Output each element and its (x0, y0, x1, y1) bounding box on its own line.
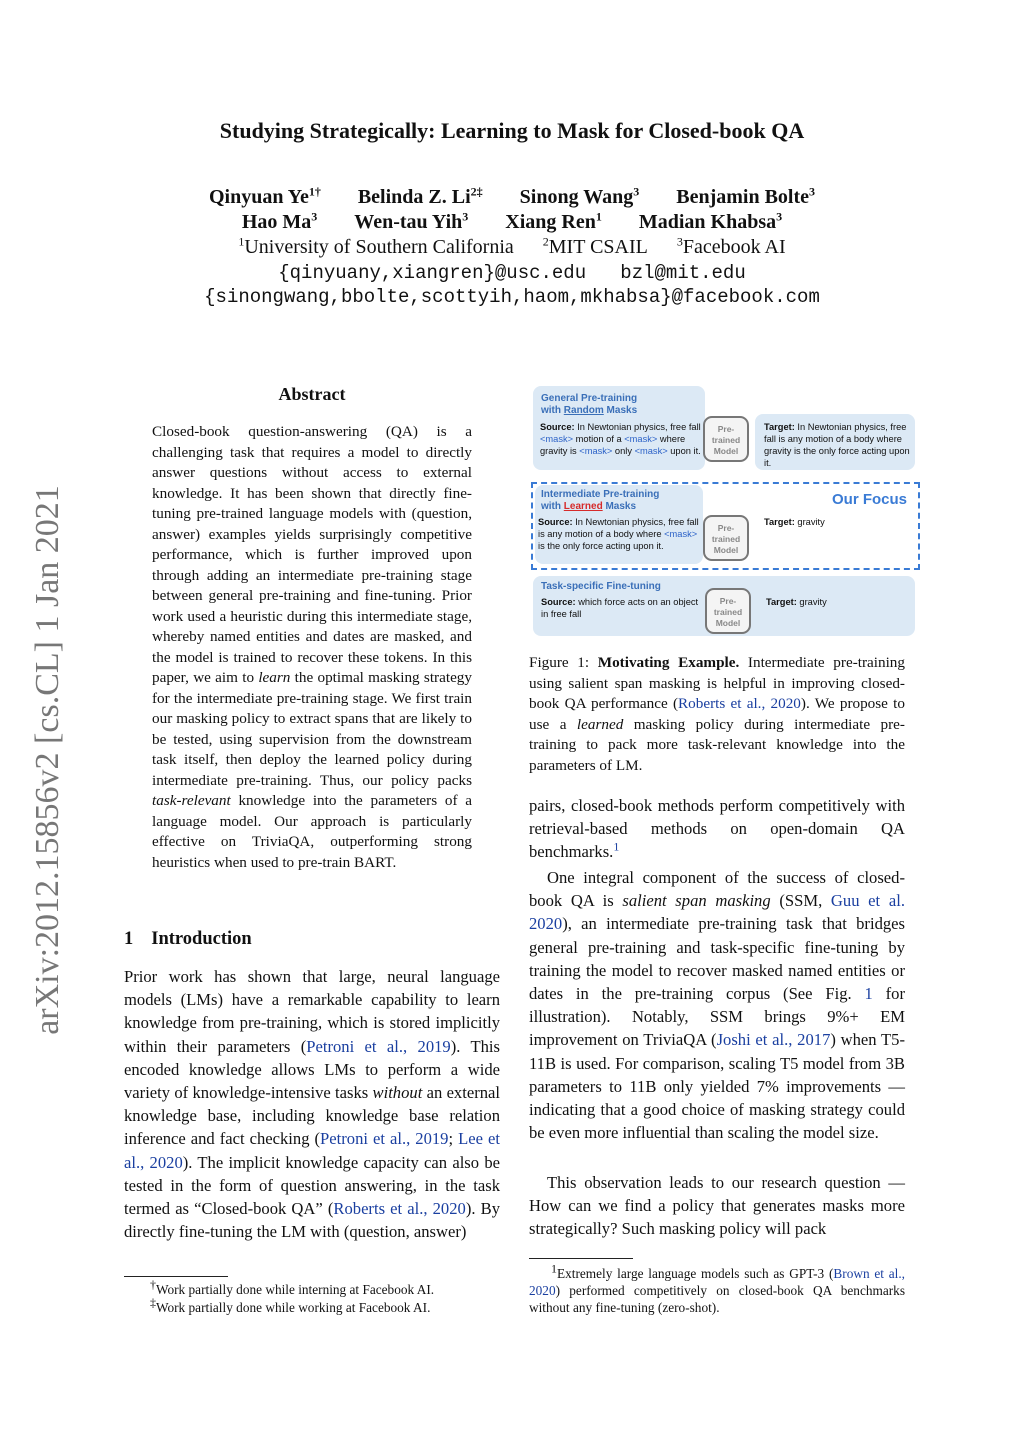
panel-target-text: Target: gravity (764, 517, 825, 527)
author: Qinyuan $Ye^{1\dagger}$ (208, 184, 321, 208)
footnote-dagger: †Work partially done while interning at Facebook AI. (150, 1277, 435, 1297)
footnote-rule (529, 1258, 633, 1259)
citation-link[interactable]: Petroni et al., 2019 (320, 1129, 449, 1149)
affiliation: $^2$MIT CSAIL (542, 234, 648, 258)
citation-link[interactable]: Guu et al. 2020 (529, 891, 905, 934)
author: Benjamin Bolte$^3$ (676, 184, 816, 208)
affiliation: $^3$Facebook AI (676, 234, 786, 258)
author: Belinda Z. $Li^{2\ddagger}$ (357, 184, 483, 208)
figure-1-caption: Figure 1: Motivating Example. Intermediate pre-training using salient span masking is helpful in improving closed-book QA performance (Roberts et al., 2020). We propose to use a learned masking policy during intermediate pre-training to pack more task-relevant knowledge into the parameters of LM. (529, 654, 905, 774)
figure-1 (531, 386, 917, 638)
citation-link[interactable]: Lee et al., 2020 (124, 1129, 500, 1172)
footnote-ref[interactable]: 1 (613, 839, 620, 854)
authors-row-2 (0, 211, 1024, 234)
panel-target-text: Target: In Newtonian physics, free fall is any motion of a body where gravity is the only force acting upon it. (764, 422, 910, 468)
panel-source-text: Source: In Newtonian physics, free fall is any motion of a body where <mask> is the only force acting upon it. (538, 517, 699, 551)
panel-target-text: Target: gravity (766, 597, 827, 607)
citation-link[interactable]: Petroni et al., 2019 (306, 1036, 451, 1056)
emails-row-1: {qinyuany,xiangren}@usc.edu bzl@mit.edu (278, 262, 746, 284)
author: Wen-tau Yih$^3$ (354, 209, 469, 233)
author: Hao Ma$^3$ (241, 209, 318, 233)
citation-link[interactable]: Roberts et al., 2020 (333, 1199, 466, 1219)
right-column-paragraph-2: One integral component of the success of closed-book QA is salient span masking (SSM, Guu et al. 2020), an intermediate pre-training task that bridges general pre-training and task-specific fine-tuning by training the model to recover masked named entities or dates in the pre-training corpus (See Fig. 1 for illustration). Notably, SSM brings 9%+ EM improvement on TriviaQA (Joshi et al., 2017) when T5-11B is used. For comparison, scaling T5 model from 3B parameters to 11B only yielded 7% improvements — indicating that a good choice of masking strategy could be even more influential than scaling the model size. (529, 868, 906, 1143)
citation-link[interactable]: Roberts et al., 2020 (678, 695, 801, 713)
pretrained-model-icon: Pre- trained Model (703, 515, 749, 561)
panel-title: Intermediate Pre-training with Learned Masks (541, 489, 660, 512)
footnote-rule (124, 1276, 228, 1277)
paper-title: Studying Strategically: Learning to Mask for Closed-book QA (219, 118, 805, 143)
affiliation: $^1$University of Southern California (238, 234, 514, 258)
panel-source-text: Source: which force acts on an object in free fall (541, 597, 699, 619)
panel-title: General Pre-training with Random Masks (541, 393, 638, 416)
pretrained-model-icon: Pre- trained Model (703, 416, 749, 462)
abstract-body: Closed-book question-answering (QA) is a challenging task that requires a model to directly answer questions without access to external knowledge. It has been shown that directly fine-tuning pre-trained language models with (question, answer) examples yields surprisingly competitive performance, which is further improved upon through adding an intermediate pre-training stage between general pre-training and fine-tuning. Prior work used a heuristic during this intermediate stage, whereby named entities and dates are masked, and the model is trained to recover these tokens. In this paper, we aim to learn the optimal masking strategy for the intermediate pre-training stage. We first train our masking policy to extract spans that are likely to be tested, using supervision from the downstream task itself, then deploy the learned policy during intermediate pre-training. Thus, our policy packs task-relevant knowledge into the parameters of a language model. Our approach is particularly effective on TriviaQA, outperforming strong heuristics when used to pre-train BART. (152, 423, 472, 871)
figure-ref[interactable]: 1 (864, 984, 873, 1004)
abstract-heading: Abstract (278, 384, 346, 404)
footnote-1: $^1$Extremely large language models such as GPT-3 (Brown et al., 2020) performed competitively on closed-book QA benchmarks without any fine-tuning (zero-shot). (529, 1261, 905, 1315)
author: Madian Khabsa$^3$ (638, 209, 783, 233)
right-column-paragraph-3: This observation leads to our research question — How can we find a policy that generates masks more strategically? Such masking policy will pack (529, 1173, 905, 1239)
author: Xiang Ren$^1$ (505, 209, 602, 233)
right-column-paragraph-1: pairs, closed-book methods perform competitively with retrieval-based methods on open-domain QA benchmarks.$^1$ (529, 796, 905, 862)
author: Sinong Wang$^3$ (519, 184, 640, 208)
pretrained-model-icon: Pre- trained Model (705, 588, 751, 634)
footnote-double-dagger: ‡Work partially done while working at Facebook AI. (150, 1295, 431, 1315)
our-focus-label: Our Focus (832, 491, 908, 508)
panel-source-text: Source: In Newtonian physics, free fall <mask> motion of a <mask> where gravity is <mask> only <mask> upon it. (540, 422, 701, 456)
arxiv-identifier (26, 470, 70, 1050)
panel-title: Task-specific Fine-tuning (541, 581, 661, 592)
authors-row-1 (0, 186, 1024, 209)
emails-row-2: {sinongwang,bbolte,scottyih,haom,mkhabsa}@facebook.com (204, 286, 820, 308)
arxiv-id-text: arXiv:2012.15856v2 [cs.CL] 1 Jan 2021 (29, 485, 66, 1035)
affiliations (0, 236, 1024, 259)
citation-link[interactable]: Brown et al., 2020 (529, 1266, 905, 1298)
citation-link[interactable]: Joshi et al., 2017 (716, 1030, 831, 1050)
section-heading-introduction: 1 Introduction (124, 929, 252, 949)
introduction-paragraph: Prior work has shown that large, neural language models (LMs) have a remarkable capability to learn knowledge from pre-training, which is stored implicitly within their parameters (Petroni et al., 2019). This encoded knowledge allows LMs to perform a wide variety of knowledge-intensive tasks without an external knowledge base, including knowledge base relation inference and fact checking (Petroni et al., 2019; Lee et al., 2020). The implicit knowledge capacity can also be tested in the form of question answering, in the task termed as “Closed-book QA” (Roberts et al., 2020). By directly fine-tuning the LM with (question, answer) (124, 967, 500, 1242)
